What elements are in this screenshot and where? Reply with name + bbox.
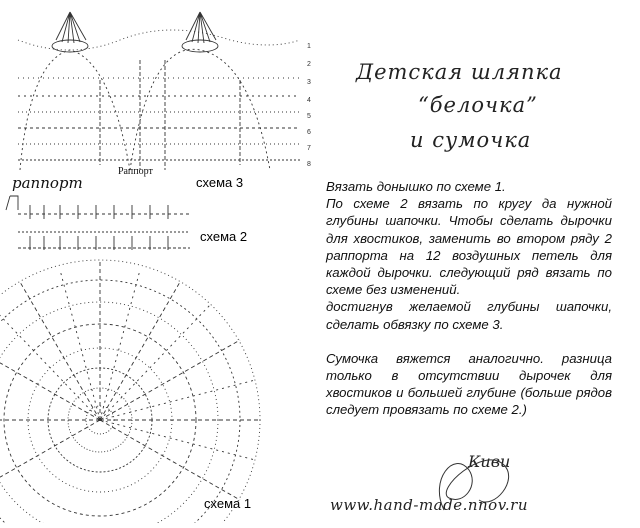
rapport-printed-label: Раппорт <box>118 166 153 177</box>
instructions-text <box>326 178 612 419</box>
signature-flourish <box>424 440 544 520</box>
signature-site: www.hand-made.nnov.ru <box>330 496 528 514</box>
crochet-diagram-area <box>0 0 320 523</box>
row-number: 6 <box>307 129 311 136</box>
row-number: 7 <box>307 145 311 152</box>
title-line-3: и сумочка <box>410 128 532 152</box>
scheme-1-label: схема 1 <box>204 496 252 511</box>
rapport-handwritten-label: раппорт <box>12 174 83 192</box>
scheme-1-diagram <box>0 260 260 523</box>
row-numbers <box>307 43 311 168</box>
signature-name: Киви <box>468 452 511 471</box>
row-number: 1 <box>307 43 311 50</box>
title-line-1: Детская шляпка <box>356 60 563 84</box>
scheme-2-label: схема 2 <box>200 229 248 244</box>
row-number: 4 <box>307 97 311 104</box>
row-number: 8 <box>307 161 311 168</box>
row-number: 5 <box>307 113 311 120</box>
row-number: 3 <box>307 79 311 86</box>
instruction-paragraph-3: достигнув желаемой глубины шапочки, сделать обвязку по схеме 3. <box>326 299 612 332</box>
instruction-paragraph-1: Вязать донышко по схеме 1. <box>326 179 506 194</box>
crochet-diagrams <box>0 0 320 523</box>
row-number: 2 <box>307 61 311 68</box>
scheme-3-label: схема 3 <box>196 175 244 190</box>
scheme-2-diagram <box>6 196 190 250</box>
scheme-3-diagram <box>18 12 300 170</box>
instruction-paragraph-2: По схеме 2 вязать по кругу да нужной глубины шапочки. Чтобы сделать дырочки для хвостиков, заменить во втором ряду 2 раппорта на 12 воздушных петель для каждой дырочки. следующий ряд вязать по схеме без изменений. <box>326 196 612 298</box>
instruction-paragraph-4: Сумочка вяжется аналогично. разница только в отсутствии дырочек для хвостиков и большей глубине (больше рядов следует провязать по схеме 2.) <box>326 350 612 418</box>
title-line-2: “белочка” <box>418 93 538 117</box>
